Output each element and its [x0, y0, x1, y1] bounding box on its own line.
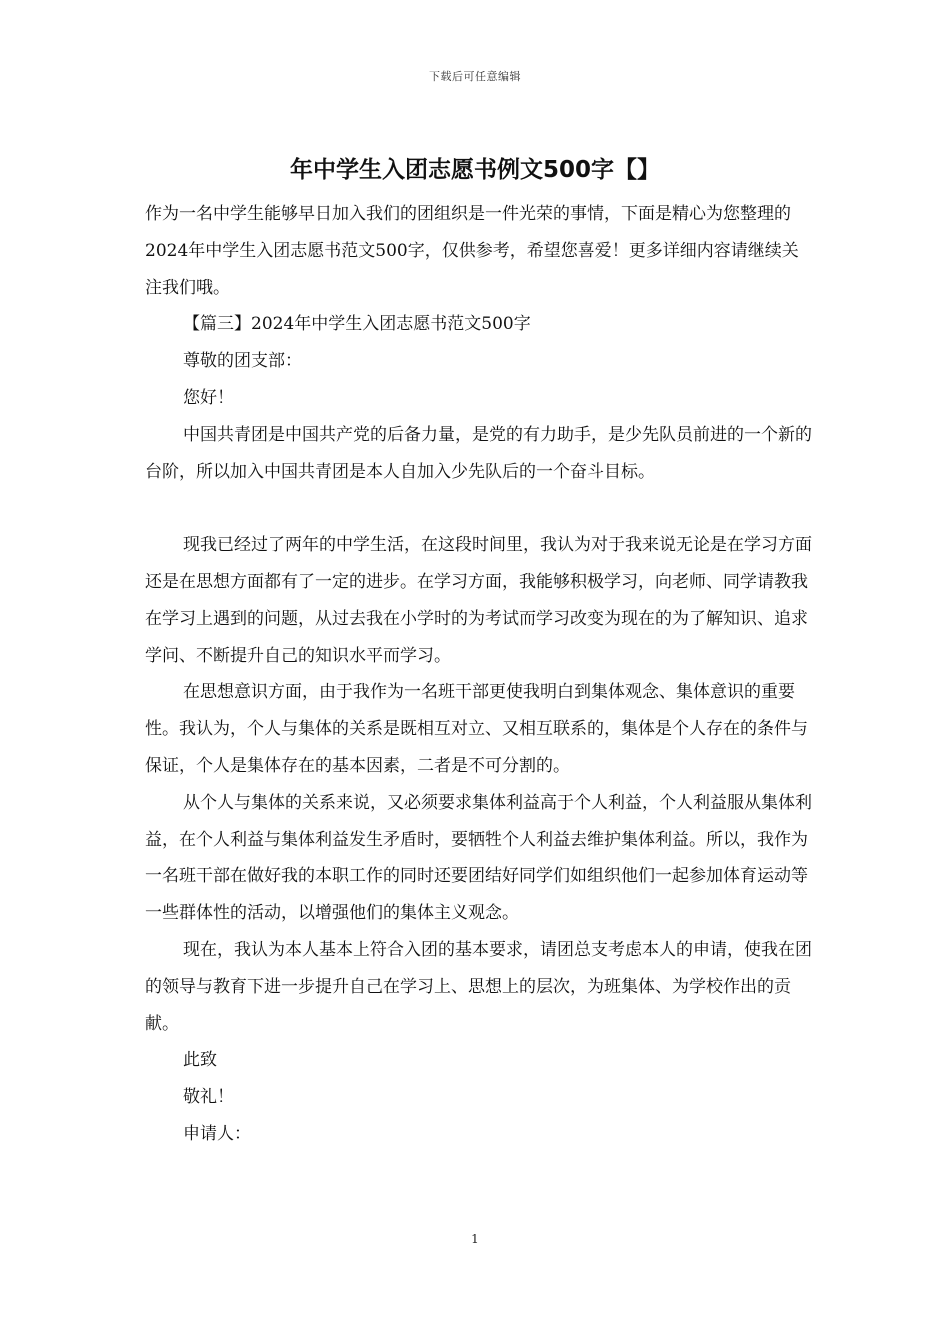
header-note: 下载后可任意编辑	[429, 70, 521, 83]
body-paragraph-5: 现在，我认为本人基本上符合入团的基本要求，请团总支考虑本人的申请，使我在团的领导与教育下进一步提升自己在学习上、思想上的层次，为班集体、为学校作出的贡献。	[145, 939, 812, 1034]
body-paragraph-2: 现我已经过了两年的中学生活，在这段时间里，我认为对于我来说无论是在学习方面还是在思想方面都有了一定的进步。在学习方面，我能够积极学习，向老师、同学请教我在学习上遇到的问题，从过去我在小学时的为考试而学习改变为现在的为了解知识、追求学问、不断提升自己的知识水平而学习。	[145, 535, 812, 666]
blank-line	[145, 490, 815, 527]
body-paragraph-3: 在思想意识方面，由于我作为一名班干部更使我明白到集体观念、集体意识的重要性。我认为，个人与集体的关系是既相互对立、又相互联系的，集体是个人存在的条件与保证，个人是集体存在的基本因素，二者是不可分割的。	[145, 682, 808, 776]
document-title: 年中学生入团志愿书例文500字【】	[289, 157, 660, 183]
page-number: 1	[471, 1232, 479, 1246]
body-paragraph-4: 从个人与集体的关系来说，又必须要求集体利益高于个人利益，个人利益服从集体利益，在个人利益与集体利益发生矛盾时，要牺牲个人利益去维护集体利益。所以，我作为一名班干部在做好我的本职工作的同时还要团结好同学们如组织他们一起参加体育运动等一些群体性的活动，以增强他们的集体主义观念。	[145, 792, 812, 924]
salutation: 尊敬的团支部：	[183, 351, 302, 372]
section-heading: 【篇三】2024年中学生入团志愿书范文500字	[183, 314, 531, 335]
intro-paragraph: 作为一名中学生能够早日加入我们的团组织是一件光荣的事情，下面是精心为您整理的2024年中学生入团志愿书范文500字，仅供参考，希望您喜爱！更多详细内容请继续关注我们哦。	[145, 204, 799, 298]
greeting: 您好！	[183, 387, 234, 408]
document-body	[145, 196, 815, 1153]
closing-line-1: 此致	[183, 1050, 217, 1071]
body-paragraph-1: 中国共青团是中国共产党的后备力量，是党的有力助手，是少先队员前进的一个新的台阶，所以加入中国共青团是本人自加入少先队后的一个奋斗目标。	[145, 424, 812, 482]
applicant-line: 申请人：	[183, 1123, 251, 1144]
closing-line-2: 敬礼！	[183, 1087, 234, 1108]
